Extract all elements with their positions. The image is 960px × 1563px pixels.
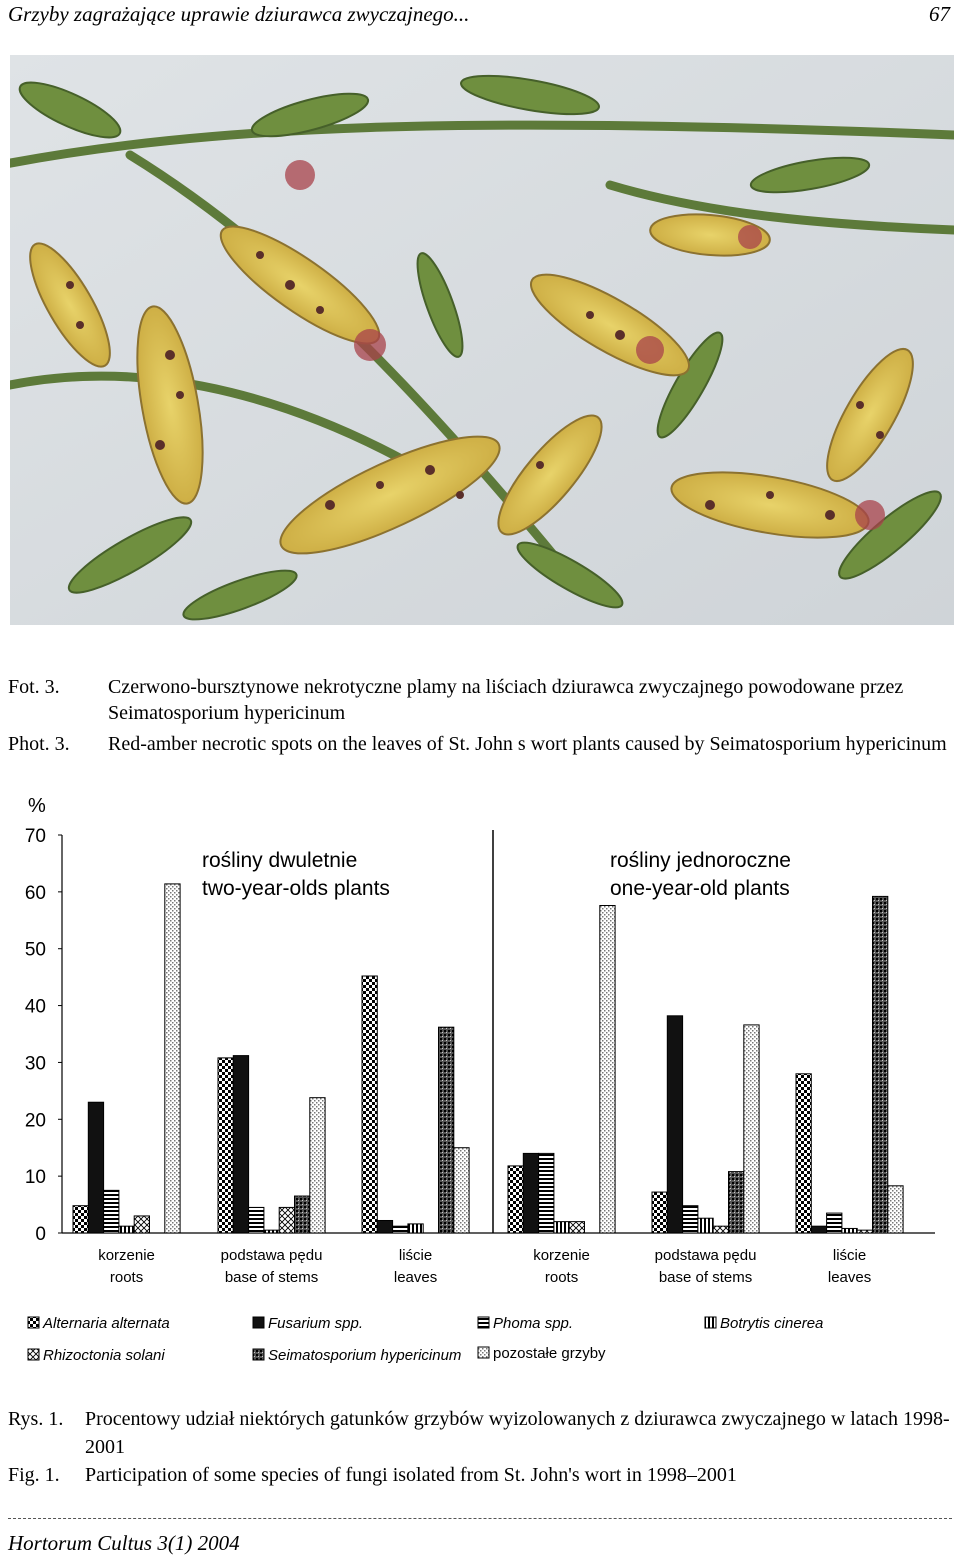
y-tick-label: 40 <box>24 996 46 1018</box>
panel-labels <box>202 849 791 900</box>
bar-light-dots <box>454 1148 469 1233</box>
group-label-pl: podstawa pędu <box>654 1247 757 1264</box>
group-label-pl: liście <box>398 1247 433 1264</box>
photo-caption-pl-text: Czerwono-bursztynowe nekrotyczne plamy na liściach dziurawca zwyczajnego powodowane przez Seimatosporium hypericinum <box>108 676 904 724</box>
figure-caption-en-text: Participation of some species of fungi isolated from St. John's wort in 1998–2001 <box>85 1464 737 1486</box>
legend-label: Alternaria alternata <box>43 1315 170 1332</box>
bar-diagonal-cross <box>279 1207 294 1233</box>
bar-dark-dots <box>439 1027 454 1233</box>
bar-black <box>88 1102 103 1233</box>
panel-label-en: one-year-old plants <box>610 877 790 900</box>
group-label-pl: korzenie <box>98 1247 155 1264</box>
bar-light-dots <box>165 884 180 1233</box>
footer-rule <box>8 1518 952 1519</box>
bar-dots-checker <box>73 1206 88 1233</box>
bar-diagonal-cross <box>569 1222 584 1233</box>
bar-dark-dots <box>873 896 888 1233</box>
bar-chart <box>0 790 960 1390</box>
bar-light-dots <box>744 1025 759 1233</box>
y-tick-label: 0 <box>35 1224 46 1245</box>
group-label-en: base of stems <box>658 1269 753 1286</box>
panel-label-pl: rośliny dwuletnie <box>202 849 358 872</box>
legend-label: Rhizoctonia solani <box>43 1347 165 1364</box>
bar-vertical-lines <box>842 1228 857 1233</box>
group-labels <box>98 1247 871 1286</box>
group-label-pl: liście <box>832 1247 867 1264</box>
bar-chart-svg <box>0 790 960 1390</box>
photograph-drawing <box>10 55 954 625</box>
group-label-pl: korzenie <box>533 1247 590 1264</box>
page-number: 67 <box>929 2 950 26</box>
photograph-leaves <box>10 55 954 625</box>
bar-dark-dots <box>295 1196 310 1233</box>
legend-swatch <box>28 1349 39 1360</box>
legend-label: Seimatosporium hypericinum <box>268 1347 462 1364</box>
y-ticks <box>25 826 62 1245</box>
bar-black <box>233 1056 248 1233</box>
bar-black <box>377 1220 392 1233</box>
legend <box>28 1315 823 1364</box>
bar-horizontal-lines <box>827 1213 842 1233</box>
bar-black <box>523 1153 538 1233</box>
bars <box>73 884 903 1233</box>
bar-dots-checker <box>218 1058 233 1233</box>
group-label-en: leaves <box>827 1269 872 1286</box>
bar-dots-checker <box>362 976 377 1233</box>
group-label-en: roots <box>109 1269 144 1286</box>
group-label-en: roots <box>544 1269 579 1286</box>
legend-swatch <box>28 1317 39 1328</box>
bar-vertical-lines <box>698 1218 713 1233</box>
bar-diagonal-cross <box>857 1230 872 1233</box>
bar-horizontal-lines <box>539 1153 554 1233</box>
y-tick-label: 20 <box>24 1110 46 1132</box>
group-label-en: leaves <box>393 1269 438 1286</box>
y-tick-label: 30 <box>24 1053 46 1075</box>
bar-vertical-lines <box>408 1224 423 1233</box>
legend-swatch <box>253 1349 264 1360</box>
figure-caption-pl-text: Procentowy udział niektórych gatunków grzybów wyizolowanych z dziurawca zwyczajnego w latach 1998-2001 <box>85 1408 950 1458</box>
bar-light-dots <box>888 1186 903 1233</box>
running-header-title: Grzyby zagrażające uprawie dziurawca zwyczajnego... <box>8 2 470 26</box>
journal-footer: Hortorum Cultus 3(1) 2004 <box>8 1531 240 1555</box>
figure-caption-pl-label: Rys. 1. <box>8 1408 64 1430</box>
legend-label: Botrytis cinerea <box>720 1315 824 1332</box>
bar-black <box>811 1226 826 1233</box>
bar-horizontal-lines <box>249 1207 264 1233</box>
group-label-pl: podstawa pędu <box>220 1247 323 1264</box>
group-label-en: base of stems <box>224 1269 319 1286</box>
y-tick-label: 70 <box>24 826 46 847</box>
bar-dots-checker <box>508 1166 523 1233</box>
panel-label-en: two-year-olds plants <box>202 877 390 900</box>
legend-swatch <box>705 1317 716 1328</box>
legend-swatch <box>253 1317 264 1328</box>
y-axis-label: % <box>28 795 46 817</box>
figure-caption-en-label: Fig. 1. <box>8 1464 60 1486</box>
bar-black <box>667 1016 682 1233</box>
photo-caption-en-label: Phot. 3. <box>8 733 70 755</box>
panel-label-pl: rośliny jednoroczne <box>610 849 791 872</box>
bar-dots-checker <box>652 1192 667 1233</box>
y-tick-label: 50 <box>24 939 46 961</box>
legend-label: Phoma spp. <box>493 1315 574 1332</box>
bar-diagonal-cross <box>713 1226 728 1233</box>
legend-swatch <box>478 1317 489 1328</box>
bar-dots-checker <box>796 1074 811 1233</box>
bar-dark-dots <box>729 1172 744 1233</box>
y-tick-label: 10 <box>24 1167 46 1189</box>
y-tick-label: 60 <box>24 882 46 904</box>
photo-caption-pl-label: Fot. 3. <box>8 676 60 698</box>
bar-vertical-lines <box>554 1222 569 1233</box>
bar-horizontal-lines <box>104 1190 119 1233</box>
legend-label: pozostałe grzyby <box>493 1345 606 1362</box>
bar-light-dots <box>600 906 615 1233</box>
bar-horizontal-lines <box>683 1206 698 1233</box>
legend-swatch <box>478 1347 489 1358</box>
bar-vertical-lines <box>119 1226 134 1233</box>
bar-horizontal-lines <box>393 1226 408 1233</box>
photo-caption-en-text: Red-amber necrotic spots on the leaves of St. John s wort plants caused by Seimatosporium hypericinum <box>108 733 947 755</box>
bar-diagonal-cross <box>134 1216 149 1233</box>
bar-light-dots <box>310 1098 325 1233</box>
bar-vertical-lines <box>264 1230 279 1233</box>
legend-label: Fusarium spp. <box>268 1315 364 1332</box>
